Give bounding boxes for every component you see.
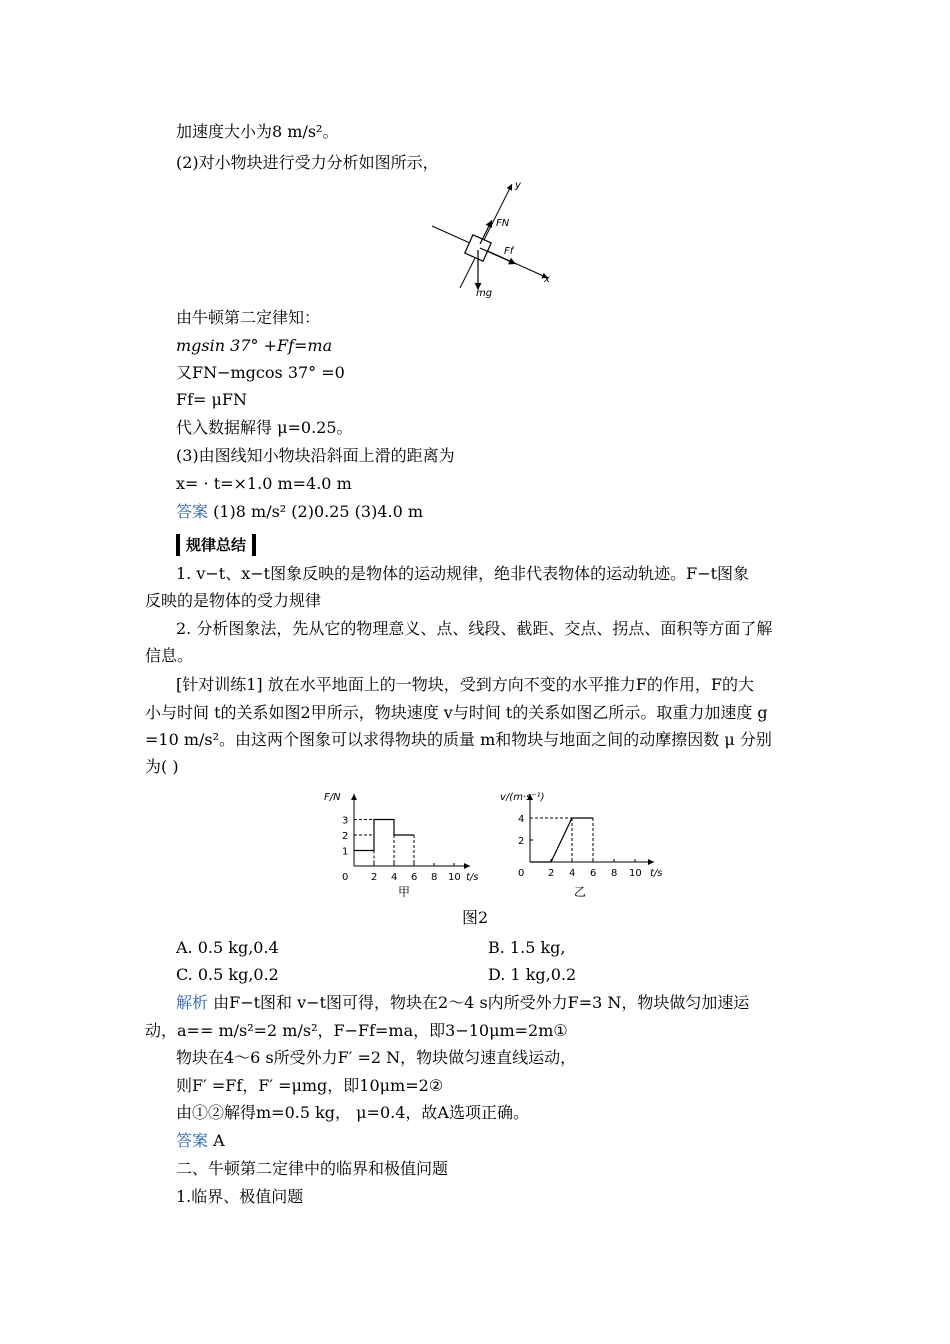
equation-line: mgsin 37° +Ff=ma	[176, 336, 333, 355]
text-line: (3)由图线知小物块沿斜面上滑的距离为	[176, 446, 455, 465]
solution-line: 由①②解得m=0.5 kg， μ=0.4，故A选项正确。	[176, 1103, 529, 1122]
y-axis-arrow	[351, 794, 357, 800]
option-a[interactable]: A. 0.5 kg,0.4	[176, 938, 279, 957]
x-axis-arrow	[648, 859, 654, 865]
y-tick-label: 1	[342, 846, 349, 858]
text-line: 代入数据解得 μ=0.25。	[176, 418, 353, 437]
text-line: =10 m/s²。由这两个图象可以求得物块的质量 m和物块与地面之间的动摩擦因数 μ 分别	[145, 730, 772, 749]
y-tick-label: 0	[518, 868, 525, 879]
y-tick-label: 2	[518, 836, 525, 847]
x-tick-label: 8	[611, 868, 618, 879]
force-diagram	[420, 176, 560, 300]
text-line: (2)对小物块进行受力分析如图所示，	[176, 153, 439, 172]
x-tick-label: 8	[431, 872, 438, 883]
x-tick-label: 2	[548, 868, 555, 879]
fn-label: FN	[496, 218, 510, 229]
x-axis-label: t/s	[650, 868, 663, 879]
text-line: 2. 分析图象法，先从它的物理意义、点、线段、截距、交点、拐点、面积等方面了解	[176, 619, 773, 638]
x-tick-label: 4	[569, 868, 576, 879]
subsection-heading: 1.临界、极值问题	[176, 1187, 304, 1206]
graph-jia	[318, 788, 498, 900]
text-line: 1. v−t、x−t图象反映的是物体的运动规律，绝非代表物体的运动轨迹。F−t图象	[176, 564, 750, 583]
rule-summary-heading: 规律总结	[176, 534, 256, 556]
answer-text: A	[208, 1131, 225, 1150]
y-tick-label: 4	[518, 814, 525, 825]
text-line: [针对训练1] 放在水平地面上的一物块，受到方向不变的水平推力F的作用，F的大	[176, 675, 754, 694]
solution-text: 由F−t图和 v−t图可得，物块在2～4 s内所受外力F=3 N，物块做匀加速运	[208, 993, 750, 1012]
y-tick-label: 0	[342, 872, 349, 883]
ff-label: Ff	[504, 246, 514, 257]
equation-line: Ff= μFN	[176, 390, 248, 409]
x-tick-label: 6	[411, 872, 418, 883]
x-axis-arrow	[464, 863, 470, 869]
text-line: 信息。	[145, 646, 194, 665]
text-line: 反映的是物体的受力规律	[145, 591, 322, 610]
data-line	[530, 818, 593, 862]
solution-line: 物块在4～6 s所受外力F′ =2 N，物块做匀速直线运动，	[176, 1048, 577, 1067]
x-tick-label: 10	[629, 868, 642, 879]
equation-line: 又FN−mgcos 37° =0	[176, 363, 345, 382]
x-tick-label: 4	[391, 872, 398, 883]
data-line	[354, 820, 414, 851]
x-tick-label: 10	[448, 872, 461, 883]
equation-line: x= · t=×1.0 m=4.0 m	[176, 474, 352, 493]
answer-label: 答案	[176, 502, 209, 521]
text-line: 为( )	[145, 757, 179, 776]
mg-label: mg	[476, 288, 493, 299]
y-label: y	[515, 180, 521, 191]
answer-text: (1)8 m/s² (2)0.25 (3)4.0 m	[208, 502, 424, 521]
answer-line	[176, 502, 423, 522]
solution-line: 动，a== m/s²=2 m/s²，F−Ff=ma，即3−10μm=2m①	[145, 1021, 568, 1040]
y-tick-label: 2	[342, 831, 349, 842]
text-line: 由牛顿第二定律知：	[176, 308, 321, 327]
x-label: x	[544, 274, 550, 285]
section-heading: 二、牛顿第二定律中的临界和极值问题	[176, 1159, 449, 1178]
answer-line	[176, 1131, 225, 1151]
y-axis-label: v/(m·s⁻¹)	[500, 792, 545, 803]
answer-label: 答案	[176, 1131, 209, 1150]
text-line: 加速度大小为8 m/s²。	[176, 122, 339, 141]
solution-line	[176, 993, 749, 1013]
option-d[interactable]: D. 1 kg,0.2	[488, 965, 577, 984]
y-axis	[460, 184, 512, 288]
graph-caption: 甲	[398, 885, 411, 899]
x-tick-label: 6	[590, 868, 597, 879]
text-line: 小与时间 t的关系如图2甲所示，物块速度 v与时间 t的关系如图乙所示。取重力加速度 g	[145, 703, 768, 722]
y-axis-label: F/N	[324, 792, 341, 803]
graph-yi	[478, 788, 668, 900]
figure-caption: 图2	[462, 908, 489, 927]
solution-line: 则F′ =Ff，F′ =μmg，即10μm=2②	[176, 1076, 444, 1095]
y-tick-label: 3	[342, 815, 349, 827]
option-b[interactable]: B. 1.5 kg,	[488, 938, 566, 957]
graph-caption: 乙	[574, 885, 587, 899]
solution-label: 解析	[176, 993, 209, 1012]
x-axis-label: t/s	[466, 872, 479, 883]
option-c[interactable]: C. 0.5 kg,0.2	[176, 965, 279, 984]
x-tick-label: 2	[371, 872, 378, 883]
